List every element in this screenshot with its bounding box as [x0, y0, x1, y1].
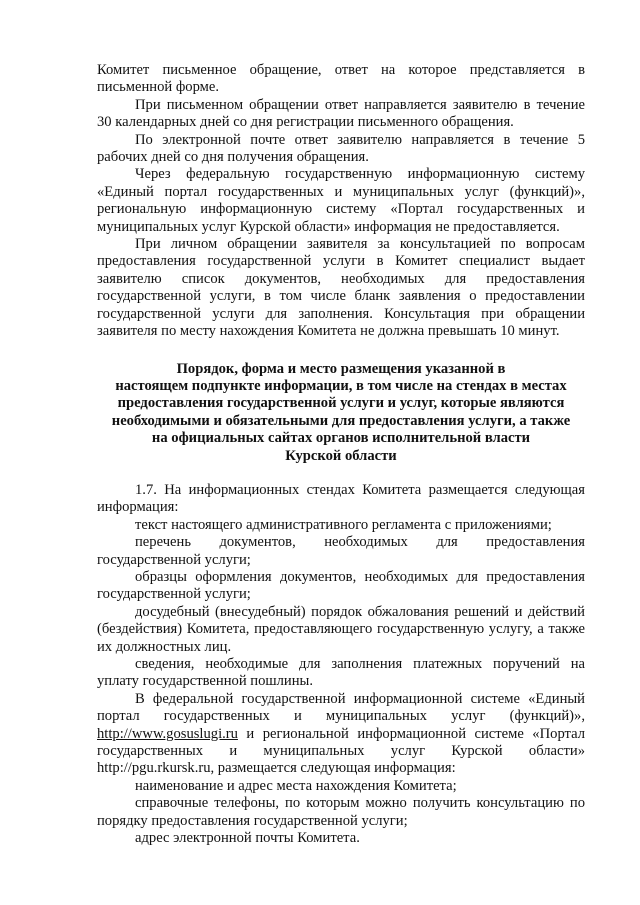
list-item-payment-info: сведения, необходимые для заполнения платежных поручений на уплату государственной пошлины.	[97, 656, 585, 690]
paragraph-stands-intro: 1.7. На информационных стендах Комитета размещается следующая информация:	[97, 481, 585, 516]
heading-line: необходимыми и обязательными для предоставления услуги, а также	[111, 412, 571, 429]
paragraph-portal-info: Через федеральную государственную информационную систему «Единый портал государственных и муниципальных услуг (функций)», региональную информационную систему «Портал государственных и муниципальных услуг Курской области» информация не предоставляется.	[97, 166, 585, 235]
heading-line: предоставления государственной услуги и услуг, которые являются	[117, 395, 565, 412]
list-item-documents-list: перечень документов, необходимых для предоставления государственной услуги;	[97, 534, 585, 568]
paragraph-written-answer-term: При письменном обращении ответ направляется заявителю в течение 30 календарных дней со дня регистрации письменного обращения.	[97, 96, 585, 131]
section-heading	[97, 361, 585, 465]
paragraph-federal-system	[97, 691, 585, 778]
federal-text-end: и региональной информационной системе «Портал государственных и муниципальных услуг Курской области» http://pgu.rkursk.ru, размещается следующая информация:	[97, 725, 585, 777]
list-item-email: адрес электронной почты Комитета.	[135, 830, 360, 847]
heading-line: Порядок, форма и место размещения указанной в	[176, 360, 506, 377]
list-item-document-samples: образцы оформления документов, необходимых для предоставления государственной услуги;	[97, 568, 585, 603]
paragraph-email-answer-term: По электронной почте ответ заявителю направляется в течение 5 рабочих дней со дня получения обращения.	[97, 131, 585, 166]
list-item-regulation-text: текст настоящего административного регламента с приложениями;	[135, 516, 552, 533]
document-body	[97, 62, 585, 847]
list-item-committee-address: наименование и адрес места нахождения Комитета;	[135, 777, 457, 794]
list-item-phones: справочные телефоны, по которым можно получить консультацию по порядку предоставления государственной услуги;	[97, 795, 585, 829]
federal-text-start: В федеральной государственной информационной системе «Единый портал государственных и муниципальных услуг (функций)»,	[97, 690, 585, 725]
heading-line: Курской области	[285, 447, 397, 464]
heading-line: на официальных сайтах органов исполнительной власти	[151, 430, 531, 447]
gosuslugi-link[interactable]: http://www.gosuslugi.ru	[97, 725, 238, 742]
paragraph-personal-visit: При личном обращении заявителя за консультацией по вопросам предоставления государственной услуги в Комитет специалист выдает заявителю список документов, необходимых для предоставления государственной услуги, в том числе бланк заявления о предоставлении государственной услуги для заполнения. Консультация при обращении заявителя по месту нахождения Комитета не должна превышать 10 минут.	[97, 236, 585, 340]
list-item-appeal-procedure: досудебный (внесудебный) порядок обжалования решений и действий (бездействия) Комитета, предоставляющего государственную услугу, а также их должностных лиц.	[97, 603, 585, 655]
paragraph-written-request: Комитет письменное обращение, ответ на которое представляется в письменной форме.	[97, 62, 585, 96]
heading-line: настоящем подпункте информации, в том числе на стендах в местах	[115, 377, 567, 394]
